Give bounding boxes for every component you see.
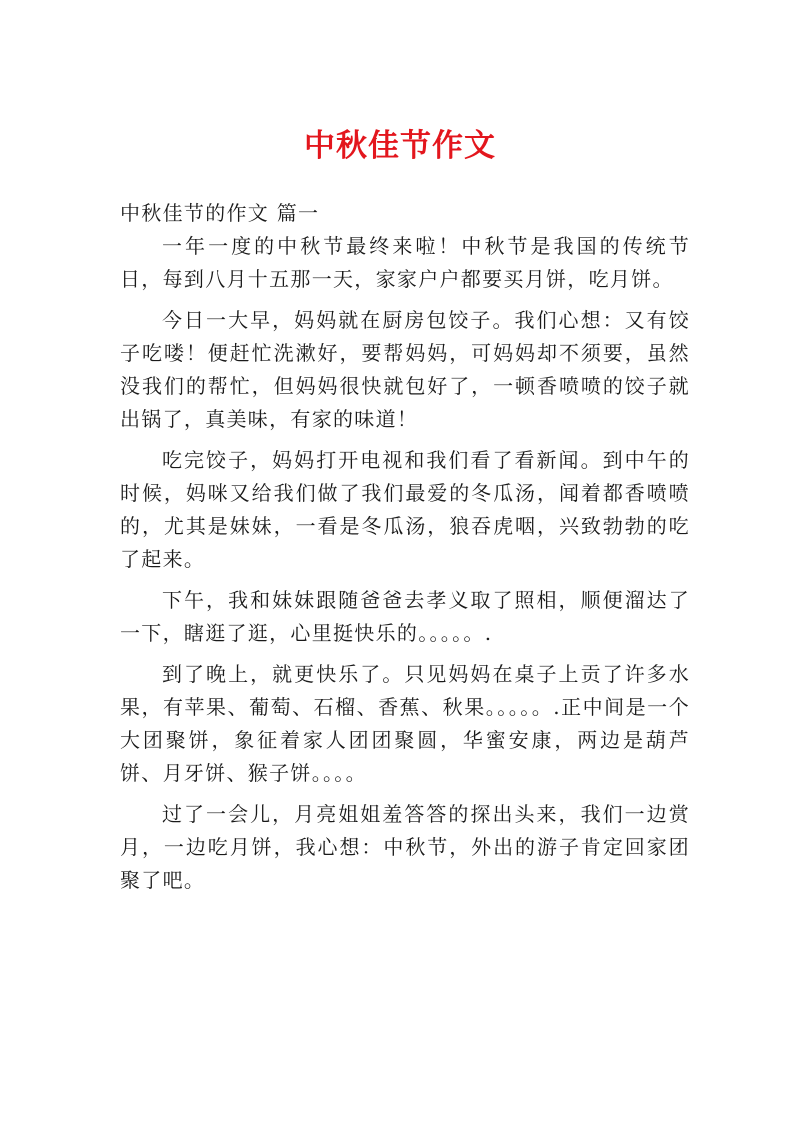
paragraph: 今日一大早，妈妈就在厨房包饺子。我们心想：又有饺子吃喽！便赶忙洗漱好，要帮妈妈，可妈妈却不须要，虽然没我们的帮忙，但妈妈很快就包好了，一顿香喷喷的饺子就出锅了，真美味，有家的味道！	[120, 308, 690, 431]
document-body	[120, 197, 690, 905]
document-title: 中秋佳节作文	[304, 128, 496, 164]
paragraph: 吃完饺子，妈妈打开电视和我们看了看新闻。到中午的时候，妈咪又给我们做了我们最爱的冬瓜汤，闻着都香喷喷的，尤其是妹妹，一看是冬瓜汤，狼吞虎咽，兴致勃勃的吃了起来。	[120, 448, 690, 571]
paragraph: 一年一度的中秋节最终来啦！中秋节是我国的传统节日，每到八月十五那一天，家家户户都要买月饼，吃月饼。	[120, 234, 690, 291]
paragraph: 到了晚上，就更快乐了。只见妈妈在桌子上贡了许多水果，有苹果、葡萄、石榴、香蕉、秋果。。。。。.正中间是一个大团聚饼，象征着家人团团聚圆，华蜜安康，两边是葫芦饼、月牙饼、猴子饼。。。。	[120, 662, 690, 785]
paragraph: 下午，我和妹妹跟随爸爸去孝义取了照相，顺便溜达了一下，瞎逛了逛，心里挺快乐的。。。。。.	[120, 588, 690, 645]
paragraph: 过了一会儿，月亮姐姐羞答答的探出头来，我们一边赏月，一边吃月饼，我心想：中秋节，外出的游子肯定回家团聚了吧。	[120, 802, 690, 892]
section-heading: 中秋佳节的作文 篇一	[120, 201, 320, 225]
